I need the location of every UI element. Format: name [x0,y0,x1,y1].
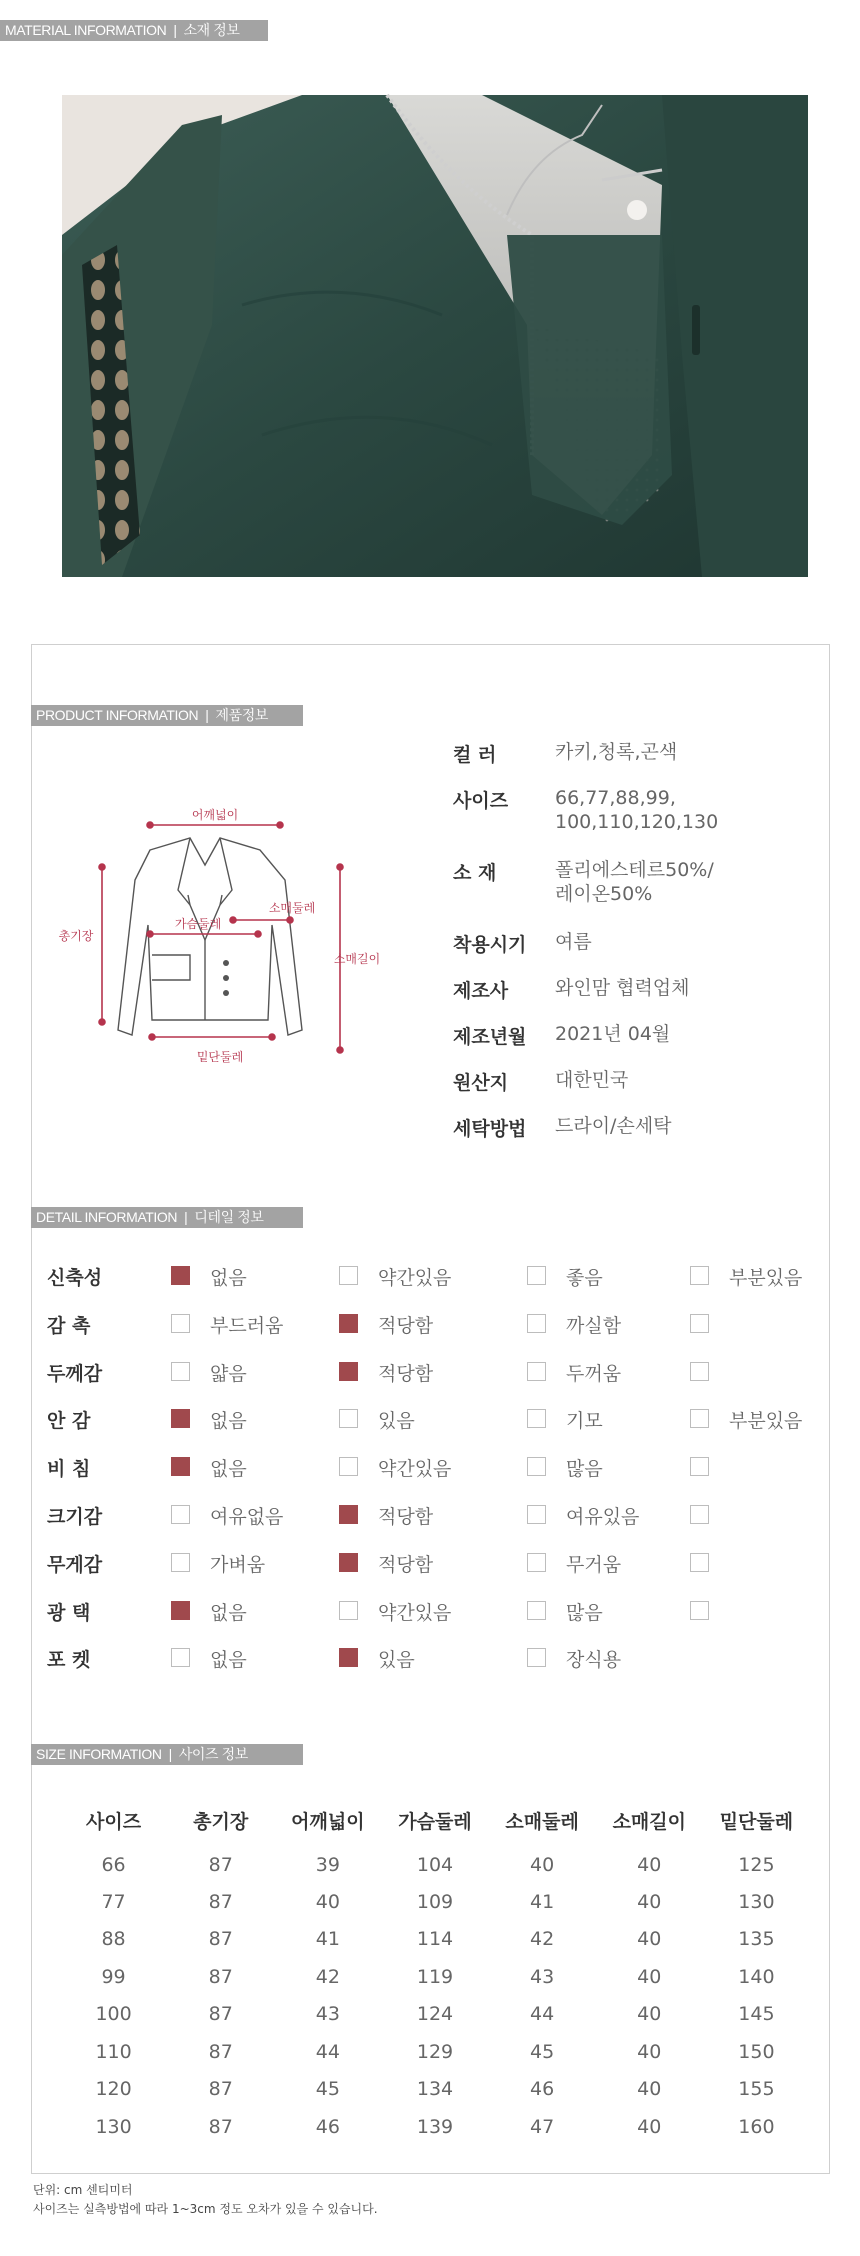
detail-info-ko: 디테일 정보 [194,1209,264,1225]
checkbox-checked [171,1409,190,1428]
diagram-hem-label: 밑단둘레 [196,1050,244,1064]
size-table-cell: 40 [637,2003,662,2026]
detail-option-label: 많음 [566,1458,603,1480]
size-info-en: SIZE INFORMATION [36,1746,162,1762]
size-table-cell: 66 [101,1853,126,1876]
size-table-cell: 46 [530,2078,555,2101]
checkbox-unchecked [171,1314,190,1333]
size-table-cell: 87 [208,2040,233,2063]
size-table-cell: 87 [208,2115,233,2138]
detail-key: 비 침 [47,1458,91,1480]
detail-option-label: 적당함 [378,1554,434,1576]
spec-value-line: 와인맘 협력업체 [555,977,690,999]
spec-key: 소 재 [453,862,497,884]
size-table [60,1800,810,2146]
size-table-header-cell: 총기장 [193,1810,249,1833]
size-table-cell: 160 [738,2115,775,2138]
checkbox-unchecked [527,1601,546,1620]
size-table-cell: 130 [738,1890,775,1913]
detail-option-label: 약간있음 [378,1267,452,1289]
size-table-cell: 43 [315,2003,340,2026]
size-table-cell: 130 [95,2115,132,2138]
spec-key: 제조년월 [453,1026,527,1048]
spec-value-line: 드라이/손세탁 [555,1115,672,1137]
size-table-cell: 145 [738,2003,775,2026]
size-table-row [60,1921,810,1959]
detail-option-label: 장식용 [566,1649,622,1671]
checkbox-checked [171,1601,190,1620]
spec-value [555,786,815,834]
detail-option-label: 좋음 [566,1267,603,1289]
size-table-cell: 40 [637,1965,662,1988]
size-table-cell: 87 [208,1928,233,1951]
spec-value-line: 폴리에스테르50%/ [555,859,714,881]
size-table-cell: 42 [315,1965,340,1988]
detail-option-label: 있음 [378,1410,415,1432]
size-info-label [31,1744,303,1765]
detail-option-label: 적당함 [378,1363,434,1385]
checkbox-unchecked [690,1601,709,1620]
checkbox-unchecked [527,1409,546,1428]
size-table-cell: 44 [530,2003,555,2026]
size-table-header-cell: 소매길이 [612,1810,686,1833]
size-table-header-cell: 어깨넓이 [291,1810,365,1833]
detail-option-label: 있음 [378,1649,415,1671]
detail-option-label: 약간있음 [378,1602,452,1624]
size-table-cell: 125 [738,1853,775,1876]
diagram-shoulder-label: 어깨넓이 [191,808,239,822]
detail-option-label: 가벼움 [210,1554,266,1576]
size-table-cell: 77 [101,1890,126,1913]
checkbox-unchecked [171,1648,190,1667]
diagram-length-label: 총기장 [58,929,94,943]
spec-value [555,930,815,954]
size-table-cell: 109 [416,1890,454,1913]
size-table-cell: 150 [738,2040,775,2063]
size-table-cell: 129 [416,2040,454,2063]
size-table-cell: 40 [315,1890,340,1913]
checkbox-unchecked [690,1314,709,1333]
size-table-cell: 40 [637,2040,662,2063]
detail-option-label: 기모 [566,1410,603,1432]
detail-option-label: 부드러움 [210,1315,284,1337]
detail-key: 무게감 [47,1554,103,1576]
checkbox-unchecked [339,1266,358,1285]
spec-key: 컬 러 [453,744,497,766]
detail-key: 신축성 [47,1267,103,1289]
detail-key: 두께감 [47,1363,103,1385]
size-table-cell: 41 [315,1928,340,1951]
size-table-cell: 135 [738,1928,775,1951]
detail-option-label: 약간있음 [378,1458,452,1480]
size-table-cell: 39 [315,1853,340,1876]
detail-option-label: 부분있음 [729,1267,803,1289]
checkbox-unchecked [690,1505,709,1524]
diagram-chest-label: 가슴둘레 [174,917,222,931]
material-info-en: MATERIAL INFORMATION [5,22,167,38]
size-table-row [60,2033,810,2071]
checkbox-unchecked [527,1266,546,1285]
spec-value-line: 100,110,120,130 [555,811,719,833]
size-table-cell: 140 [738,1965,775,1988]
size-table-cell: 124 [416,2003,454,2026]
label-separator: | [173,22,177,38]
size-table-cell: 46 [315,2115,340,2138]
size-table-row [60,2108,810,2146]
size-table-cell: 88 [101,1928,126,1951]
spec-value [555,1022,815,1046]
material-info-ko: 소재 정보 [183,22,240,38]
product-photo [62,95,808,577]
size-table-cell: 87 [208,2003,233,2026]
detail-key: 크기감 [47,1506,103,1528]
detail-key: 광 택 [47,1602,91,1624]
detail-option-label: 많음 [566,1602,603,1624]
detail-option-label: 부분있음 [729,1410,803,1432]
detail-option-label: 까실함 [566,1315,622,1337]
detail-option-label: 무거움 [566,1554,622,1576]
size-info-ko: 사이즈 정보 [178,1746,248,1762]
checkbox-unchecked [171,1362,190,1381]
spec-value [555,1068,815,1092]
product-info-label [31,705,303,726]
size-table-cell: 99 [101,1965,126,1988]
size-table-row [60,1840,810,1883]
checkbox-unchecked [690,1362,709,1381]
spec-value [555,976,815,1000]
size-table-cell: 41 [530,1890,555,1913]
jacket-closeup-image [62,95,808,577]
detail-key: 포 켓 [47,1649,91,1671]
checkbox-unchecked [690,1409,709,1428]
checkbox-unchecked [527,1314,546,1333]
size-table-cell: 87 [208,1965,233,1988]
size-table-cell: 45 [530,2040,555,2063]
checkbox-checked [339,1314,358,1333]
size-table-cell: 40 [637,1853,662,1876]
size-table-cell: 134 [416,2078,454,2101]
checkbox-unchecked [527,1362,546,1381]
detail-option-label: 적당함 [378,1506,434,1528]
size-table-cell: 110 [95,2040,132,2063]
spec-value [555,1114,815,1138]
diagram-sleeve-len-label: 소매길이 [333,952,381,966]
spec-value-line: 레이온50% [555,883,653,905]
unit-note: 단위: cm 센티미터 [33,2183,133,2197]
size-table-cell: 119 [416,1965,454,1988]
detail-option-label: 없음 [210,1602,247,1624]
spec-value [555,740,815,764]
spec-value-line: 대한민국 [555,1069,629,1091]
checkbox-unchecked [690,1553,709,1572]
checkbox-unchecked [171,1505,190,1524]
checkbox-unchecked [527,1648,546,1667]
size-table-cell: 120 [95,2078,132,2101]
size-table-cell: 87 [208,1853,233,1876]
size-table-row [60,1958,810,1996]
label-separator: | [168,1746,172,1762]
size-table-cell: 87 [208,2078,233,2101]
size-table-header-cell: 사이즈 [86,1810,142,1833]
checkbox-checked [339,1362,358,1381]
detail-option-label: 없음 [210,1649,247,1671]
size-table-header [60,1800,810,1840]
checkbox-unchecked [339,1457,358,1476]
size-table-cell: 155 [738,2078,775,2101]
spec-key: 세탁방법 [453,1118,527,1140]
checkbox-unchecked [339,1601,358,1620]
checkbox-unchecked [527,1457,546,1476]
product-info-ko: 제품정보 [215,707,268,723]
checkbox-checked [339,1553,358,1572]
size-table-cell: 139 [416,2115,454,2138]
checkbox-checked [171,1266,190,1285]
size-table-header-cell: 소매둘레 [505,1810,579,1833]
spec-value-line: 카키,청록,곤색 [555,741,678,763]
spec-value-line: 여름 [555,931,592,953]
diagram-sleeve-circ-label: 소매둘레 [268,901,316,915]
material-info-label [0,20,268,41]
detail-option-label: 여유없음 [210,1506,284,1528]
checkbox-checked [339,1505,358,1524]
tolerance-note: 사이즈는 실측방법에 따라 1~3cm 정도 오차가 있을 수 있습니다. [33,2202,378,2216]
size-table-cell: 43 [530,1965,555,1988]
detail-info-label [31,1207,303,1228]
label-separator: | [205,707,209,723]
size-table-cell: 87 [208,1890,233,1913]
detail-option-label: 얇음 [210,1363,247,1385]
detail-option-label: 없음 [210,1458,247,1480]
size-table-cell: 42 [530,1928,555,1951]
label-separator: | [184,1209,188,1225]
spec-key: 원산지 [453,1072,509,1094]
spec-key: 사이즈 [453,790,509,812]
jacket-measurement-diagram [40,805,381,1070]
spec-value-line: 2021년 04월 [555,1023,671,1045]
spec-value [555,858,815,906]
detail-option-label: 여유있음 [566,1506,640,1528]
detail-option-label: 적당함 [378,1315,434,1337]
size-table-row [60,2071,810,2109]
size-table-row [60,1996,810,2034]
size-table-cell: 47 [530,2115,555,2138]
detail-info-en: DETAIL INFORMATION [36,1209,178,1225]
checkbox-unchecked [527,1553,546,1572]
checkbox-unchecked [339,1409,358,1428]
detail-key: 감 촉 [47,1315,91,1337]
detail-option-label: 없음 [210,1267,247,1289]
size-table-cell: 45 [315,2078,340,2101]
checkbox-unchecked [690,1266,709,1285]
checkbox-unchecked [527,1505,546,1524]
checkbox-unchecked [690,1457,709,1476]
detail-key: 안 감 [47,1410,91,1432]
detail-option-label: 없음 [210,1410,247,1432]
size-table-cell: 100 [95,2003,132,2026]
size-table-row [60,1883,810,1921]
size-table-cell: 40 [637,2078,662,2101]
size-table-header-cell: 밑단둘레 [719,1810,794,1833]
detail-option-label: 두꺼움 [566,1363,622,1385]
checkbox-checked [171,1457,190,1476]
spec-key: 착용시기 [453,934,527,956]
spec-value-line: 66,77,88,99, [555,787,676,809]
product-info-en: PRODUCT INFORMATION [36,707,199,723]
size-table-cell: 114 [416,1928,454,1951]
size-table-cell: 44 [315,2040,340,2063]
checkbox-unchecked [171,1553,190,1572]
size-table-cell: 40 [637,2115,662,2138]
checkbox-checked [339,1648,358,1667]
size-table-cell: 40 [637,1890,662,1913]
spec-key: 제조사 [453,980,509,1002]
size-table-cell: 40 [637,1928,662,1951]
size-table-cell: 104 [416,1853,454,1876]
size-table-cell: 40 [530,1853,555,1876]
size-table-header-cell: 가슴둘레 [398,1810,472,1833]
